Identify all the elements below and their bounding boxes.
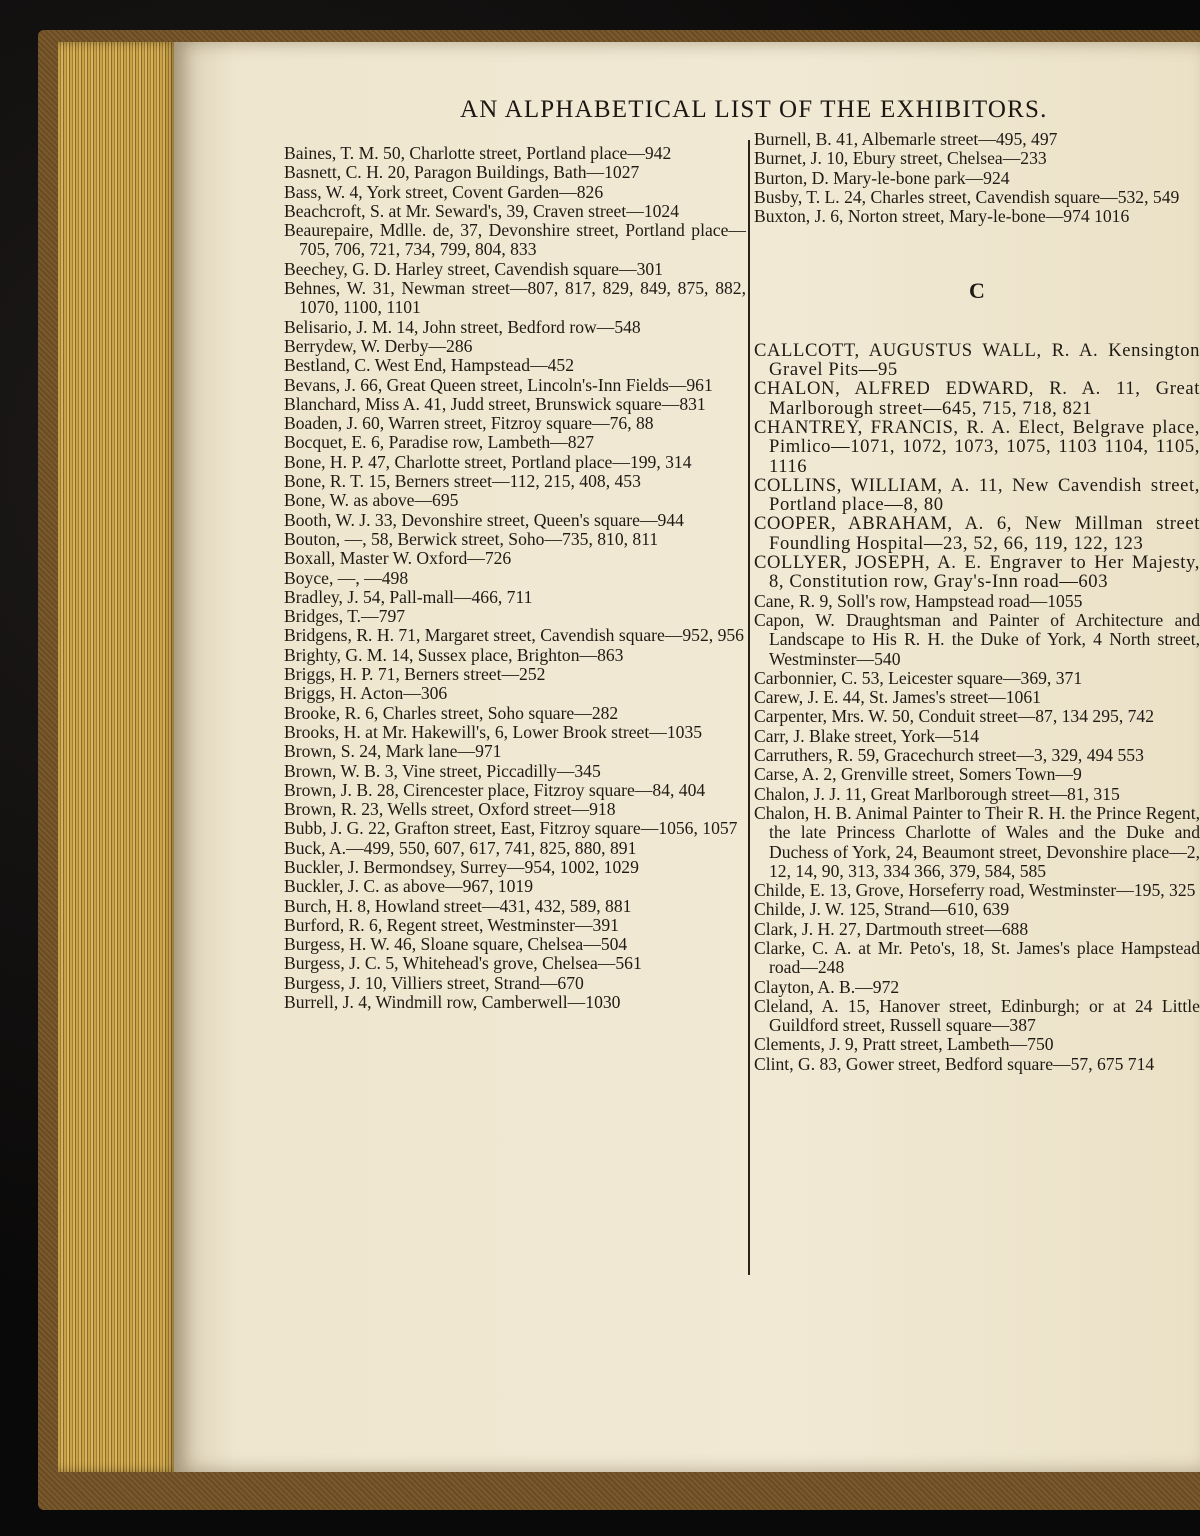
exhibitor-entry: Bradley, J. 54, Pall-mall—466, 711 (284, 586, 533, 607)
exhibitor-entry: Bone, R. T. 15, Berners street—112, 215, 408, 453 (284, 471, 641, 492)
exhibitor-entry: Berrydew, W. Derby—286 (284, 335, 473, 356)
exhibitor-entry: Burgess, J. C. 5, Whitehead's grove, Chelsea—561 (284, 953, 642, 974)
exhibitor-entry: Bestland, C. West End, Hampstead—452 (284, 355, 574, 376)
exhibitor-entry: Clark, J. H. 27, Dartmouth street—688 (754, 918, 1029, 939)
exhibitor-entry: Clint, G. 83, Gower street, Bedford square—57, 675 714 (754, 1053, 1155, 1074)
exhibitor-entry: Clarke, C. A. at Mr. Peto's, 18, St. James's place Hampstead road—248 (754, 937, 1200, 978)
exhibitor-entry: Burgess, J. 10, Villiers street, Strand—670 (284, 972, 584, 993)
right-column-bottom (754, 341, 1200, 1074)
exhibitor-entry: Carse, A. 2, Grenville street, Somers Town—9 (754, 764, 1082, 785)
exhibitor-entry: Childe, E. 13, Grove, Horseferry road, Westminster—195, 325 (754, 880, 1196, 901)
exhibitor-entry: Brown, J. B. 28, Cirencester place, Fitzroy square—84, 404 (284, 779, 706, 800)
exhibitor-entry: Basnett, C. H. 20, Paragon Buildings, Bath—1027 (284, 162, 640, 183)
exhibitor-entry: Buxton, J. 6, Norton street, Mary-le-bone—974 1016 (754, 206, 1130, 227)
exhibitor-entry: Burnell, B. 41, Albemarle street—495, 497 (754, 130, 1058, 149)
exhibitor-entry: Boaden, J. 60, Warren street, Fitzroy square—76, 88 (284, 413, 654, 434)
exhibitor-entry: Carbonnier, C. 53, Leicester square—369, 371 (754, 667, 1083, 688)
exhibitor-entry: Bass, W. 4, York street, Covent Garden—826 (284, 181, 604, 202)
column-rule (748, 140, 750, 1275)
exhibitor-entry: Cleland, A. 15, Hanover street, Edinburgh; or at 24 Little Guildford street, Russell square—387 (754, 995, 1200, 1036)
exhibitor-entry: COLLYER, JOSEPH, A. E. Engraver to Her Majesty, 8, Constitution row, Gray's-Inn road—603 (754, 552, 1200, 593)
exhibitor-entry: Carruthers, R. 59, Gracechurch street—3, 329, 494 553 (754, 745, 1144, 766)
exhibitor-entry: Brighty, G. M. 14, Sussex place, Brighton—863 (284, 644, 624, 665)
exhibitor-entry: Bridgens, R. H. 71, Margaret street, Cavendish square—952, 956 (284, 625, 744, 646)
section-letter: C (969, 278, 985, 304)
exhibitor-entry: Carpenter, Mrs. W. 50, Conduit street—87, 134 295, 742 (754, 706, 1155, 727)
exhibitor-entry: Childe, J. W. 125, Strand—610, 639 (754, 899, 1010, 920)
exhibitor-entry: Clayton, A. B.—972 (754, 976, 900, 997)
exhibitor-entry: Boxall, Master W. Oxford—726 (284, 548, 512, 569)
exhibitor-entry: Bridges, T.—797 (284, 606, 406, 627)
exhibitor-entry: Carew, J. E. 44, St. James's street—1061 (754, 687, 1041, 708)
exhibitor-entry: Brooke, R. 6, Charles street, Soho square—282 (284, 702, 619, 723)
exhibitor-entry: CALLCOTT, AUGUSTUS WALL, R. A. Kensington Gravel Pits—95 (754, 339, 1200, 381)
exhibitor-entry: Cane, R. 9, Soll's row, Hampstead road—1055 (754, 590, 1083, 611)
exhibitor-entry: Busby, T. L. 24, Charles street, Cavendish square—532, 549 (754, 186, 1180, 207)
right-column-top (754, 130, 1200, 226)
exhibitor-entry: Briggs, H. P. 71, Berners street—252 (284, 664, 546, 685)
exhibitor-entry: Burnet, J. 10, Ebury street, Chelsea—233 (754, 148, 1047, 169)
exhibitor-entry: Bubb, J. G. 22, Grafton street, East, Fitzroy square—1056, 1057 (284, 818, 738, 839)
exhibitor-entry: Burgess, H. W. 46, Sloane square, Chelsea—504 (284, 934, 628, 955)
exhibitor-entry: Behnes, W. 31, Newman street—807, 817, 829, 849, 875, 882, 1070, 1100, 1101 (284, 278, 746, 318)
exhibitor-entry: Chalon, J. J. 11, Great Marlborough street—81, 315 (754, 783, 1120, 804)
exhibitor-entry: CHALON, ALFRED EDWARD, R. A. 11, Great Marlborough street—645, 715, 718, 821 (754, 378, 1200, 419)
exhibitor-entry: Bone, H. P. 47, Charlotte street, Portland place—199, 314 (284, 451, 692, 472)
exhibitor-entry: Brown, W. B. 3, Vine street, Piccadilly—345 (284, 760, 601, 781)
exhibitor-entry: Burch, H. 8, Howland street—431, 432, 589, 881 (284, 895, 632, 916)
page-heading: AN ALPHABETICAL LIST OF THE EXHIBITORS. (460, 96, 1048, 123)
exhibitor-entry: Carr, J. Blake street, York—514 (754, 725, 980, 746)
exhibitor-entry: Chalon, H. B. Animal Painter to Their R. H. the Prince Regent, the late Princess Charlotte of Wales and the Duke and Duchess of York, 24, Beaumont street, Devonshire place—2, 12, 14, 90, 313, 334 366, 379, 584, 585 (754, 802, 1200, 881)
exhibitor-entry: CHANTREY, FRANCIS, R. A. Elect, Belgrave place, Pimlico—1071, 1072, 1073, 1075, 1103 1104, 1105, 1116 (754, 416, 1200, 477)
exhibitor-entry: Bone, W. as above—695 (284, 490, 459, 511)
exhibitor-entry: Blanchard, Miss A. 41, Judd street, Brunswick square—831 (284, 393, 706, 414)
exhibitor-entry: Buck, A.—499, 550, 607, 617, 741, 825, 880, 891 (284, 837, 637, 858)
exhibitor-entry: Clements, J. 9, Pratt street, Lambeth—750 (754, 1034, 1054, 1055)
exhibitor-entry: Belisario, J. M. 14, John street, Bedford row—548 (284, 316, 641, 337)
exhibitor-entry: Briggs, H. Acton—306 (284, 683, 448, 704)
exhibitor-entry: Brooks, H. at Mr. Hakewill's, 6, Lower Brook street—1035 (284, 721, 703, 742)
exhibitor-entry: COOPER, ABRAHAM, A. 6, New Millman street Foundling Hospital—23, 52, 66, 119, 122, 123 (754, 513, 1200, 554)
exhibitor-entry: Booth, W. J. 33, Devonshire street, Queen's square—944 (284, 509, 684, 530)
exhibitor-entry: COLLINS, WILLIAM, A. 11, New Cavendish street, Portland place—8, 80 (754, 474, 1200, 516)
exhibitor-entry: Burrell, J. 4, Windmill row, Camberwell—1030 (284, 992, 621, 1013)
exhibitor-entry: Capon, W. Draughtsman and Painter of Architecture and Landscape to His R. H. the Duke of York, 4 North street, Westminster—540 (754, 609, 1200, 669)
exhibitor-entry: Burton, D. Mary-le-bone park—924 (754, 167, 1010, 188)
exhibitor-entry: Bevans, J. 66, Great Queen street, Lincoln's-Inn Fields—961 (284, 374, 713, 395)
exhibitor-entry: Baines, T. M. 50, Charlotte street, Portland place—942 (284, 143, 672, 163)
exhibitor-entry: Beachcroft, S. at Mr. Seward's, 39, Craven street—1024 (284, 200, 680, 221)
exhibitor-entry: Boyce, —, —498 (284, 567, 409, 588)
exhibitor-entry: Brown, S. 24, Mark lane—971 (284, 741, 502, 762)
exhibitor-entry: Beechey, G. D. Harley street, Cavendish square—301 (284, 258, 663, 279)
exhibitor-entry: Bocquet, E. 6, Paradise row, Lambeth—827 (284, 432, 595, 453)
exhibitor-entry: Buckler, J. C. as above—967, 1019 (284, 876, 533, 897)
exhibitor-entry: Brown, R. 23, Wells street, Oxford street—918 (284, 799, 616, 820)
exhibitor-entry: Bouton, —, 58, Berwick street, Soho—735, 810, 811 (284, 528, 659, 549)
exhibitor-entry: Buckler, J. Bermondsey, Surrey—954, 1002, 1029 (284, 856, 639, 877)
exhibitor-entry: Beaurepaire, Mdlle. de, 37, Devonshire street, Portland place—705, 706, 721, 734, 799, 804, 833 (284, 220, 746, 260)
left-column (284, 144, 746, 1012)
right-column (754, 130, 1200, 1074)
exhibitor-entry: Burford, R. 6, Regent street, Westminster—391 (284, 914, 619, 935)
page-edges (58, 42, 178, 1472)
